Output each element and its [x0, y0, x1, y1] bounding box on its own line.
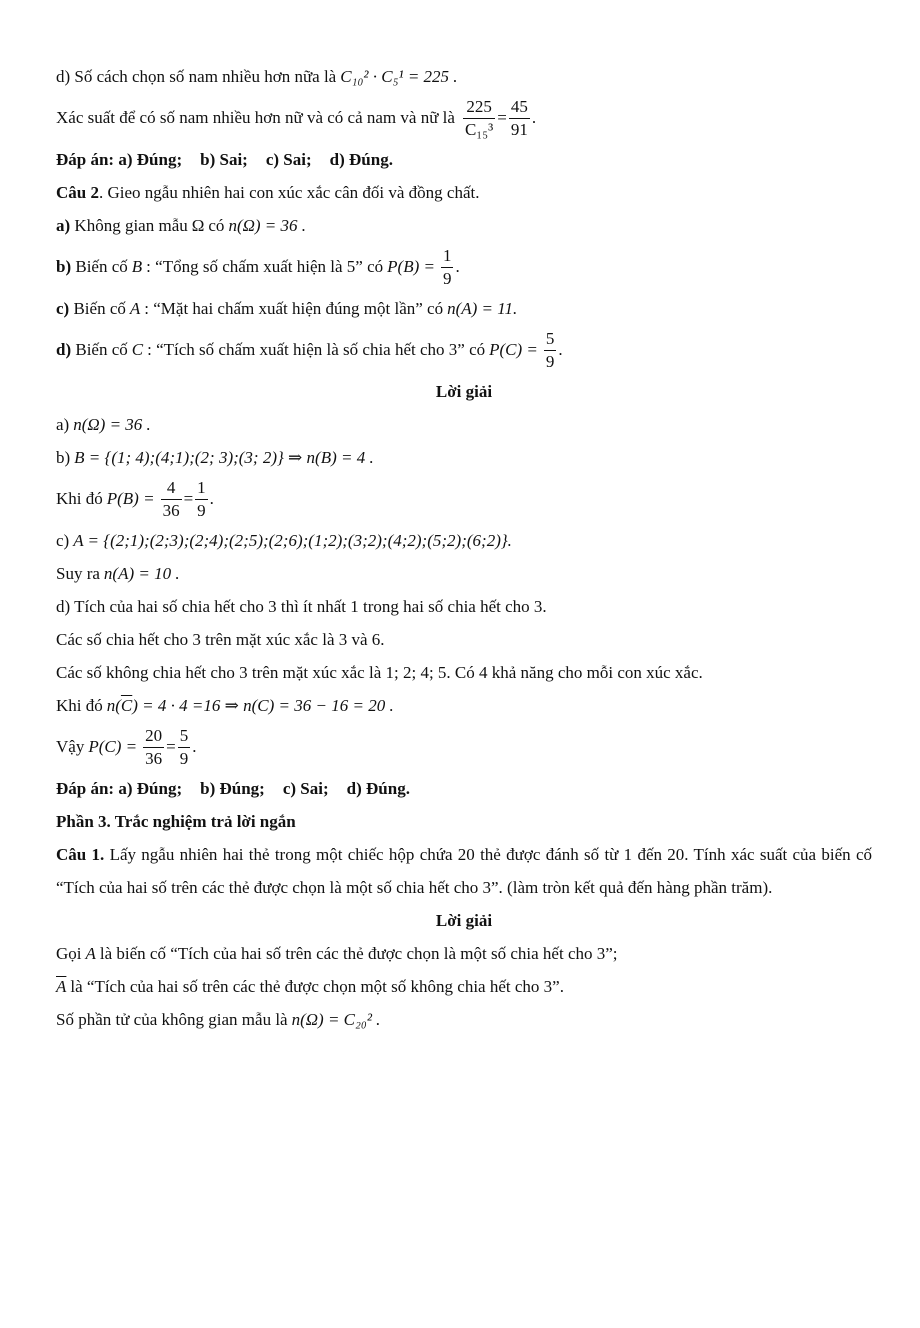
q2-statement-d — [56, 325, 872, 375]
answer-line-2 — [56, 772, 872, 805]
answer-a: a) Đúng; — [118, 149, 183, 169]
numerator: 225 — [466, 96, 492, 116]
statement-label: d) — [56, 340, 72, 359]
text: Biến cố — [75, 340, 128, 359]
answer-c: c) Sai; — [265, 149, 312, 169]
solution-title-2 — [56, 904, 872, 937]
sol2-l3 — [56, 1003, 872, 1036]
text: Các số chia hết cho 3 trên mặt xúc xắc là 3 và 6. — [56, 629, 385, 649]
denominator: C₁₅³ — [464, 119, 494, 139]
sol-a — [56, 408, 872, 441]
sol-b — [56, 441, 872, 474]
denominator: 9 — [545, 351, 555, 371]
numerator: 1 — [197, 477, 206, 497]
math-expression: P(C) = — [489, 340, 538, 359]
line-probability — [56, 93, 872, 143]
period: . — [192, 737, 197, 756]
fraction — [178, 727, 191, 768]
math-expression: B = {(1; 4);(4;1);(2; 3);(3; 2)} ⇒ n(B) = 4 . — [74, 447, 374, 467]
denominator: 36 — [162, 500, 180, 520]
text: Khi đó — [56, 489, 103, 508]
question-text: . Gieo ngẫu nhiên hai con xúc xắc cân đối và đồng chất. — [98, 182, 480, 202]
question-3-1 — [56, 838, 872, 904]
answer-a: a) Đúng; — [118, 778, 183, 798]
sol-d5 — [56, 722, 872, 772]
text: Gọi — [56, 943, 82, 963]
math-expression: n(Ω) = C₂₀² . — [291, 1009, 381, 1029]
statement-label: b) — [56, 257, 72, 276]
statement-label: b) — [56, 447, 71, 467]
text: Số phần tử của không gian mẫu là — [56, 1009, 288, 1029]
section-heading: Lời giải — [435, 381, 493, 401]
numerator: 45 — [510, 96, 528, 116]
statement-label: a) — [56, 215, 71, 235]
math-symbol: B — [131, 257, 143, 276]
answer-label: Đáp án: — [56, 778, 115, 798]
math-expression: n(A) = 10 . — [103, 563, 180, 583]
fraction — [195, 479, 208, 520]
period: . — [455, 257, 460, 276]
sol-d4 — [56, 689, 872, 722]
math-expression: n(Ω) = 36 . — [73, 414, 151, 434]
text: Biến cố — [75, 257, 128, 276]
complement-symbol: $\overline{A}$ — [56, 976, 67, 996]
numerator: 1 — [442, 245, 452, 265]
sol2-l1 — [56, 937, 872, 970]
text: Biến cố — [73, 298, 126, 318]
period: . — [531, 108, 537, 127]
equals: = — [166, 737, 176, 756]
answer-d: d) Đúng. — [346, 778, 410, 798]
denominator: 36 — [145, 748, 163, 768]
denominator: 9 — [442, 268, 452, 288]
period: . — [558, 340, 563, 359]
text: : “Tích số chấm xuất hiện là số chia hết cho 3” có — [147, 340, 486, 359]
denominator: 91 — [510, 119, 528, 139]
math-symbol: A — [85, 943, 96, 963]
sol2-l2 — [56, 970, 872, 1003]
math-expression: n(Ω) = 36 . — [228, 215, 307, 235]
math-part: ) = 4 · 4 =16 ⇒ n(C) = 36 − 16 = 20 . — [132, 695, 394, 715]
sol-d2 — [56, 623, 872, 656]
fraction — [161, 479, 182, 520]
math-symbol: C — [131, 340, 144, 359]
text: Không gian mẫu — [74, 215, 188, 235]
equals: = — [183, 489, 194, 508]
complement-symbol: $\overline{C}$ — [120, 695, 133, 715]
statement-label: c) — [56, 530, 70, 550]
answer-line-1 — [56, 143, 872, 176]
math-expression: P(B) = — [387, 257, 435, 276]
math-expression: A = {(2;1);(2;3);(2;4);(2;5);(2;6);(1;2);(3;2);(4;2);(5;2);(6;2)}. — [73, 530, 512, 550]
text: là “Tích của hai số trên các thẻ được chọn một số không chia hết cho 3”. — [70, 976, 564, 996]
q2-statement-c — [56, 292, 872, 325]
text: Suy ra — [56, 563, 100, 583]
answer-d: d) Đúng. — [329, 149, 393, 169]
text: Xác suất để có số nam nhiều hơn nữ và có cả nam và nữ là — [56, 108, 455, 127]
solution-title-1 — [56, 375, 872, 408]
sol-b2 — [56, 474, 872, 524]
text: d) Tích của hai số chia hết cho 3 thì ít nhất 1 trong hai số chia hết cho 3. — [56, 596, 547, 616]
math-expression: C₁₀² · C₅¹ = 225 . — [340, 66, 458, 86]
text: Khi đó — [56, 695, 103, 715]
math-expression: n(A) = 11. — [447, 298, 518, 318]
section-heading: Phần 3. Trắc nghiệm trả lời ngắn — [56, 811, 296, 831]
text: : “Tổng số chấm xuất hiện là 5” có — [146, 257, 384, 276]
answer-b: b) Đúng; — [200, 778, 265, 798]
part-3-heading — [56, 805, 872, 838]
equals: = — [497, 108, 507, 127]
sol-d1 — [56, 590, 872, 623]
line-d-count — [56, 60, 872, 93]
sol-c — [56, 524, 872, 557]
question-number: Câu 1. — [56, 845, 105, 864]
question-text: Lấy ngẫu nhiên hai thẻ trong một chiếc hộp chứa 20 thẻ được đánh số từ 1 đến 20. Tính xác suất của biến cố “Tích của hai số trên các thẻ được chọn là một số chia hết cho 3”. (làm tròn kết quả đến hàng phần trăm). — [56, 845, 872, 897]
numerator: 20 — [145, 725, 163, 745]
fraction — [544, 330, 557, 371]
math-expression: P(C) = — [88, 737, 138, 756]
question-2-title — [56, 176, 872, 209]
math-symbol: Ω — [191, 215, 205, 235]
fraction — [463, 98, 495, 139]
statement-label: a) — [56, 414, 70, 434]
q2-statement-a — [56, 209, 872, 242]
fraction — [509, 98, 530, 139]
text: d) Số cách chọn số nam nhiều hơn nữa là — [56, 66, 337, 86]
math-expression — [107, 696, 394, 716]
statement-label: c) — [56, 298, 70, 318]
denominator: 9 — [197, 500, 206, 520]
text: : “Mặt hai chấm xuất hiện đúng một lần” có — [144, 298, 444, 318]
sol-d3 — [56, 656, 872, 689]
math-part: n( — [106, 695, 121, 715]
text: Vậy — [56, 737, 85, 756]
numerator: 5 — [545, 328, 555, 348]
q2-statement-b — [56, 242, 872, 292]
denominator: 9 — [179, 748, 189, 768]
fraction — [143, 727, 164, 768]
numerator: 4 — [166, 477, 176, 497]
question-number: Câu 2 — [56, 182, 99, 202]
section-heading: Lời giải — [435, 910, 493, 930]
period: . — [209, 489, 214, 508]
text: có — [208, 215, 225, 235]
answer-label: Đáp án: — [56, 149, 115, 169]
answer-c: c) Sai; — [282, 778, 329, 798]
text: là biến cố “Tích của hai số trên các thẻ được chọn là một số chia hết cho 3”; — [99, 943, 618, 963]
sol-c2 — [56, 557, 872, 590]
answer-b: b) Sai; — [200, 149, 248, 169]
math-symbol: A — [129, 298, 141, 318]
numerator: 5 — [179, 725, 189, 745]
text: Các số không chia hết cho 3 trên mặt xúc xắc là 1; 2; 4; 5. Có 4 khả năng cho mỗi con xúc xắc. — [56, 662, 703, 682]
fraction — [441, 247, 454, 288]
math-expression: P(B) = — [106, 489, 155, 508]
